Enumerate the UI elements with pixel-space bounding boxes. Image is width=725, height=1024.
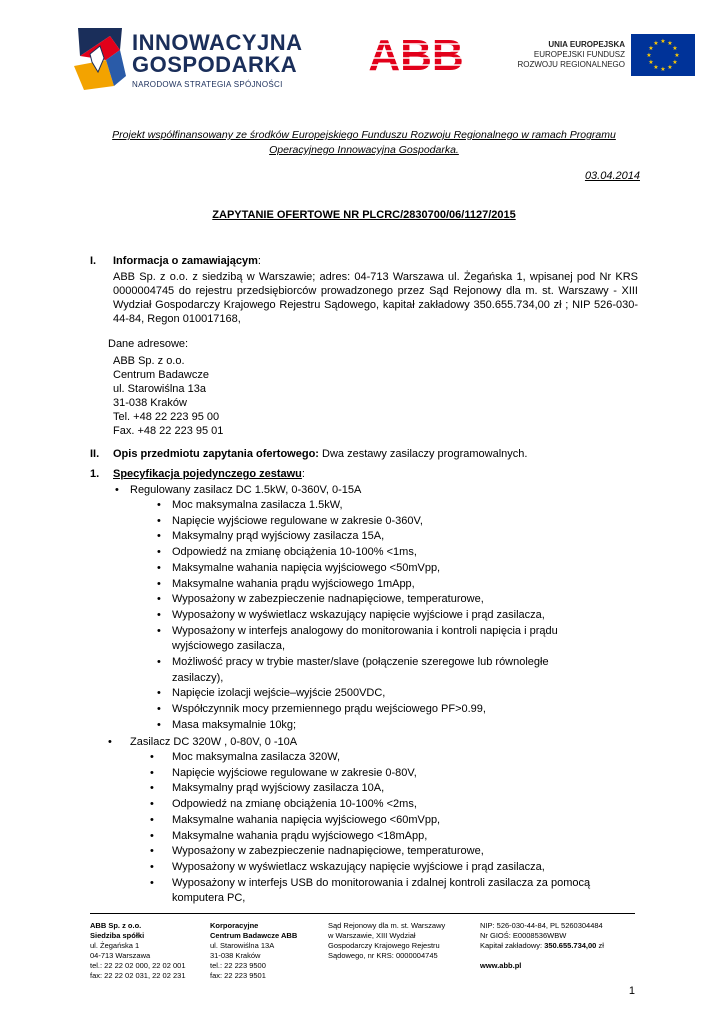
footer-line: fax: 22 223 9501 <box>210 971 266 980</box>
cofinancing-note-line1: Projekt współfinansowany ze środków Europejskiego Funduszu Rozwoju Regionalnego w ramach Programu <box>112 129 616 141</box>
spec-line: Maksymalne wahania napięcia wyjściowego <60mVpp, <box>172 813 441 826</box>
ig-logo-subtitle: NARODOWA STRATEGIA SPÓJNOŚCI <box>132 80 283 89</box>
cofinancing-note-line2: Operacyjnego Innowacyjna Gospodarka. <box>269 144 459 156</box>
svg-text:★: ★ <box>672 59 678 66</box>
address-line: 31-038 Kraków <box>113 397 187 409</box>
abb-logo <box>368 34 464 74</box>
abb-logo-text: ABB <box>368 34 464 74</box>
spec-line: Wyposażony w zabezpieczenie nadnapięciowe, temperaturowe, <box>172 845 484 858</box>
spec-line: Maksymalny prąd wyjściowy zasilacza 15A, <box>172 530 385 543</box>
section-2-number: II. <box>90 448 100 460</box>
bullet-icon: • <box>157 593 161 606</box>
bullet-icon: • <box>150 845 154 858</box>
spec-item-2-label: Zasilacz DC 320W , 0-80V, 0 -10A <box>130 736 298 748</box>
footer-research-center <box>210 921 297 981</box>
footer-line: ul. Starowiślna 13A <box>210 941 275 950</box>
cofinancing-note <box>90 128 638 158</box>
spec-line: wyjściowego zasilacza, <box>172 640 286 653</box>
section-2-heading: Opis przedmiotu zapytania ofertowego: <box>113 448 319 460</box>
footer-tax-info <box>480 921 604 971</box>
bullet-icon: • <box>157 624 161 637</box>
spec-line: Wyposażony w zabezpieczenie nadnapięciowe, temperaturowe, <box>172 593 484 606</box>
footer-line: tel.: 22 22 02 000, 22 02 001 <box>90 961 186 970</box>
address-line: ABB Sp. z o.o. <box>113 355 185 367</box>
bullet-icon: • <box>157 718 161 731</box>
bullet-icon: • <box>157 577 161 590</box>
svg-text:★: ★ <box>648 45 654 52</box>
spec-line: Masa maksymalnie 10kg; <box>172 718 297 731</box>
page-number: 1 <box>628 985 635 997</box>
footer-line: 31-038 Kraków <box>210 951 261 960</box>
footer-line: w Warszawie, XIII Wydział <box>328 931 416 940</box>
section-3-heading-text: Specyfikacja pojedynczego zestawu <box>113 468 302 480</box>
footer-line: Sądowego, nr KRS: 0000004745 <box>328 951 438 960</box>
ig-logo-line2: GOSPODARKA <box>132 52 298 77</box>
spec-line: Maksymalne wahania prądu wyjściowego 1mApp, <box>172 577 415 590</box>
section-1-heading-text: Informacja o zamawiającym <box>113 255 258 267</box>
svg-text:★: ★ <box>672 45 678 52</box>
eu-logo-line2: EUROPEJSKI FUNDUSZ <box>533 50 625 59</box>
section-2-text: Dwa zestawy zasilaczy programowalnych. <box>318 448 528 460</box>
spec-line: Napięcie wyjściowe regulowane w zakresie 0-80V, <box>172 766 417 779</box>
ig-star-icon <box>70 26 130 94</box>
spec-line: komputera PC, <box>172 892 246 905</box>
svg-text:★: ★ <box>674 52 680 59</box>
svg-text:★: ★ <box>660 66 666 73</box>
footer-line: ul. Żegańska 1 <box>90 941 140 950</box>
document-date: 03.04.2014 <box>584 170 640 182</box>
spec-line: Wyposażony w interfejs USB do monitorowania i zdalnej kontroli zasilacza za pomocą <box>172 876 591 889</box>
bullet-icon: • <box>108 736 112 748</box>
eu-logo-line1: UNIA EUROPEJSKA <box>548 40 625 49</box>
svg-text:★: ★ <box>653 64 659 71</box>
spec-line: Wyposażony w interfejs analogowy do monitorowania i kontroli napięcia i prądu <box>172 624 558 637</box>
bullet-icon: • <box>150 751 154 763</box>
spec-line: Wyposażony w wyświetlacz wskazujący napięcie wyjściowe i prąd zasilacza, <box>172 860 545 873</box>
bullet-icon: • <box>150 813 154 826</box>
bullet-icon: • <box>150 829 154 842</box>
section-3-number: 1. <box>90 468 100 480</box>
section-1-heading <box>113 254 261 268</box>
address-line: ul. Starowiślna 13a <box>113 383 206 395</box>
spec-line: zasilaczy), <box>172 671 224 684</box>
footer-court-registry <box>328 921 445 961</box>
spec-line: Napięcie wyjściowe regulowane w zakresie 0-360V, <box>172 514 423 527</box>
svg-text:★: ★ <box>667 64 673 71</box>
spec-line: Współczynnik mocy przemiennego prądu wejściowego PF>0.99, <box>172 703 486 716</box>
bullet-icon: • <box>115 484 119 496</box>
bullet-icon: • <box>157 703 161 716</box>
section-1-number: I. <box>90 255 97 267</box>
footer-line: Sąd Rejonowy dla m. st. Warszawy <box>328 921 446 930</box>
spec-line: Odpowiedź na zmianę obciążenia 10-100% <2ms, <box>172 798 417 811</box>
svg-text:★: ★ <box>667 40 673 47</box>
spec-line: Odpowiedź na zmianę obciążenia 10-100% <1ms, <box>172 546 417 559</box>
bullet-icon: • <box>150 782 154 795</box>
footer-line: 04-713 Warszawa <box>90 951 151 960</box>
address-line: Tel. +48 22 223 95 00 <box>113 411 220 423</box>
bullet-icon: • <box>150 876 154 889</box>
footer-divider <box>90 913 635 914</box>
bullet-icon: • <box>157 530 161 543</box>
spec-item-1-label: Regulowany zasilacz DC 1.5kW, 0-360V, 0-15A <box>130 484 362 496</box>
innowacyjna-gospodarka-logo <box>70 26 303 96</box>
footer-rc-title1: Korporacyjne <box>210 921 259 930</box>
bullet-icon: • <box>157 514 161 527</box>
footer-rc-title2: Centrum Badawcze ABB <box>210 931 298 940</box>
footer-website-link[interactable]: www.abb.pl <box>480 961 522 970</box>
spec-line: Maksymalne wahania prądu wyjściowego <18mApp, <box>172 829 428 842</box>
footer-capital <box>480 941 604 951</box>
address-line: Centrum Badawcze <box>113 369 209 381</box>
bullet-icon: • <box>157 656 161 668</box>
spec-line: Wyposażony w wyświetlacz wskazujący napięcie wyjściowe i prąd zasilacza, <box>172 608 545 621</box>
spec-line: Maksymalny prąd wyjściowy zasilacza 10A, <box>172 782 385 795</box>
bullet-icon: • <box>150 766 154 779</box>
bullet-icon: • <box>157 687 161 700</box>
address-block <box>113 354 223 438</box>
eu-flag-icon <box>631 34 695 76</box>
svg-text:★: ★ <box>648 59 654 66</box>
footer-company <box>90 921 186 981</box>
bullet-icon: • <box>157 499 161 511</box>
footer-company-seat: Siedziba spółki <box>90 931 145 940</box>
section-2-line <box>113 447 527 461</box>
bullet-icon: • <box>157 561 161 574</box>
footer-line: tel.: 22 223 9500 <box>210 961 266 970</box>
spec-line: Możliwość pracy w trybie master/slave (połączenie szeregowe lub równoległe <box>172 656 549 668</box>
footer-capital-value: 350.655.734,00 <box>544 941 597 950</box>
spec-line: Moc maksymalna zasilacza 1.5kW, <box>172 499 343 511</box>
spec-line: Moc maksymalna zasilacza 320W, <box>172 751 341 763</box>
svg-text:★: ★ <box>660 38 666 45</box>
ig-logo-line1: INNOWACYJNA <box>132 30 303 55</box>
svg-text:★: ★ <box>653 40 659 47</box>
bullet-icon: • <box>157 608 161 621</box>
footer-company-name: ABB Sp. z o.o. <box>90 921 142 930</box>
address-label: Dane adresowe: <box>108 338 189 350</box>
footer-line: Nr GIOŚ: E0008536WBW <box>480 931 567 940</box>
section-1-heading-colon: : <box>257 255 261 267</box>
spec-line: Napięcie izolacji wejście–wyjście 2500VDC, <box>172 687 386 700</box>
footer-capital-currency: zł <box>598 941 604 950</box>
document-title: ZAPYTANIE OFERTOWE NR PLCRC/2830700/06/1127/2015 <box>212 209 516 221</box>
eu-logo-line3: ROZWOJU REGIONALNEGO <box>517 60 625 69</box>
section-1-paragraph: ABB Sp. z o.o. z siedzibą w Warszawie; adres: 04-713 Warszawa ul. Żegańska 1, wpisanej pod Nr KRS 0000004745 do rejestru przedsiębiorców prowadzonego przez Sąd Rejonowy dla m. st. Warszawy - XIII Wydział Gospodarczy Krajowego Rejestru Sądowego, kapitał zakładowy 350.655.734,00 zł ; NIP 526-030-44-84, Regon 010017168, <box>113 271 638 325</box>
bullet-icon: • <box>150 798 154 811</box>
bullet-icon: • <box>157 546 161 559</box>
address-line: Fax. +48 22 223 95 01 <box>113 425 224 437</box>
eu-logo <box>515 34 695 78</box>
footer-line: Gospodarczy Krajowego Rejestru <box>328 941 440 950</box>
footer-line: fax: 22 22 02 031, 22 02 231 <box>90 971 186 980</box>
svg-text:★: ★ <box>646 52 652 59</box>
footer-line: NIP: 526-030-44-84, PL 5260304484 <box>480 921 603 930</box>
section-3-heading-colon: : <box>301 468 305 480</box>
bullet-icon: • <box>150 860 154 873</box>
section-3-heading <box>113 467 305 481</box>
footer-capital-label: Kapitał zakładowy: <box>480 941 545 950</box>
spec-line: Maksymalne wahania napięcia wyjściowego <50mVpp, <box>172 561 441 574</box>
